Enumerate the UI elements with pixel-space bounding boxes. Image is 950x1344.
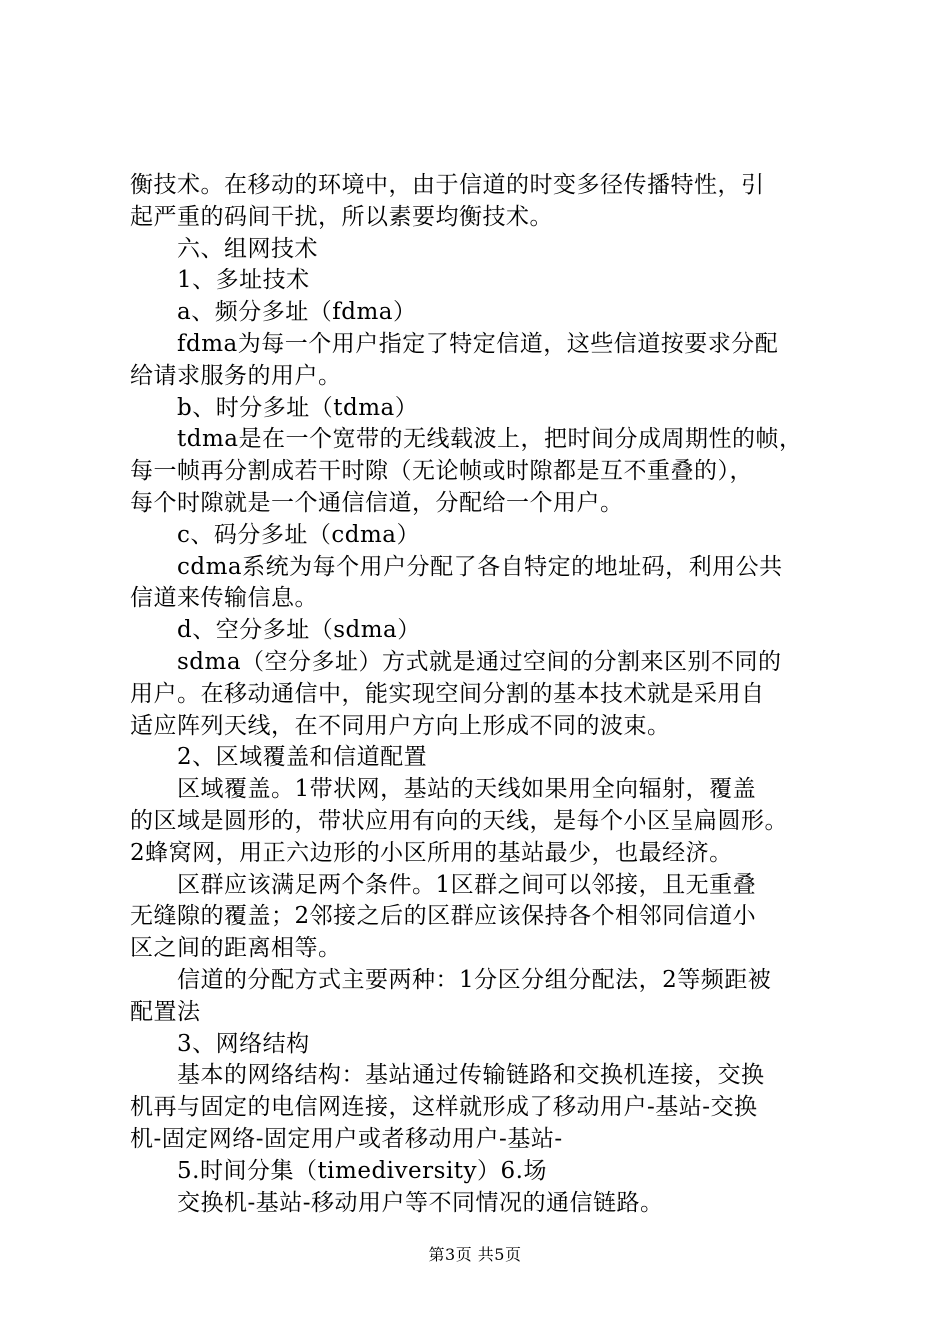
text-line: 1、多址技术 <box>177 267 310 294</box>
text-line: 交换机-基站-移动用户等不同情况的通信链路。 <box>177 1189 664 1216</box>
text-line: 给请求服务的用户。 <box>130 362 342 389</box>
text-line: 衡技术。在移动的环境中，由于信道的时变多径传播特性，引 <box>130 172 765 198</box>
text-line: b、时分多址（tdma） <box>177 394 419 421</box>
text-line: 信道来传输信息。 <box>130 585 318 612</box>
text-line: 信道的分配方式主要两种：1分区分组分配法，2等频距被 <box>177 966 772 993</box>
text-line: 每个时隙就是一个通信信道，分配给一个用户。 <box>130 489 624 516</box>
text-line: 适应阵列天线，在不同用户方向上形成不同的波束。 <box>130 712 671 739</box>
text-line: 的区域是圆形的，带状应用有向的天线，是每个小区呈扁圆形。 <box>130 807 788 834</box>
text-line: 3、网络结构 <box>177 1030 310 1057</box>
text-line: c、码分多址（cdma） <box>177 521 421 548</box>
text-line: 无缝隙的覆盖；2邻接之后的区群应该保持各个相邻同信道小 <box>130 903 757 930</box>
text-line: sdma（空分多址）方式就是通过空间的分割来区别不同的 <box>177 648 782 675</box>
text-line: 起严重的码间干扰，所以素要均衡技术。 <box>130 203 553 230</box>
document-body <box>130 170 830 1219</box>
text-line: d、空分多址（sdma） <box>177 617 421 644</box>
text-line: 机再与固定的电信网连接，这样就形成了移动用户-基站-交换 <box>130 1094 758 1121</box>
text-line: 每一帧再分割成若干时隙（无论帧或时隙都是互不重叠的）， <box>130 458 753 485</box>
text-line: fdma为每一个用户指定了特定信道，这些信道按要求分配 <box>177 330 779 357</box>
text-line: a、频分多址（fdma） <box>177 299 417 326</box>
text-line: 2蜂窝网，用正六边形的小区所用的基站最少，也最经济。 <box>130 839 733 866</box>
text-line: tdma是在一个宽带的无线载波上，把时间分成周期性的帧， <box>177 426 803 453</box>
text-line: 基本的网络结构：基站通过传输链路和交换机连接，交换 <box>177 1062 765 1089</box>
text-line: 配置法 <box>130 998 201 1025</box>
text-line: 5.时间分集（timediversity）6.场 <box>177 1157 547 1184</box>
text-line: 区域覆盖。1带状网，基站的天线如果用全向辐射，覆盖 <box>177 776 757 803</box>
text-line: 六、组网技术 <box>177 235 318 262</box>
text-line: 区之间的距离相等。 <box>130 935 342 962</box>
text-line: 用户。在移动通信中，能实现空间分割的基本技术就是采用自 <box>130 680 765 707</box>
text-line: 区群应该满足两个条件。1区群之间可以邻接，且无重叠 <box>177 871 757 898</box>
text-line: 机-固定网络-固定用户或者移动用户-基站- <box>130 1125 563 1152</box>
text-line: 2、区域覆盖和信道配置 <box>177 744 428 771</box>
page-footer: 第3页 共5页 <box>428 1245 522 1264</box>
text-line: cdma系统为每个用户分配了各自特定的地址码，利用公共 <box>177 553 783 580</box>
